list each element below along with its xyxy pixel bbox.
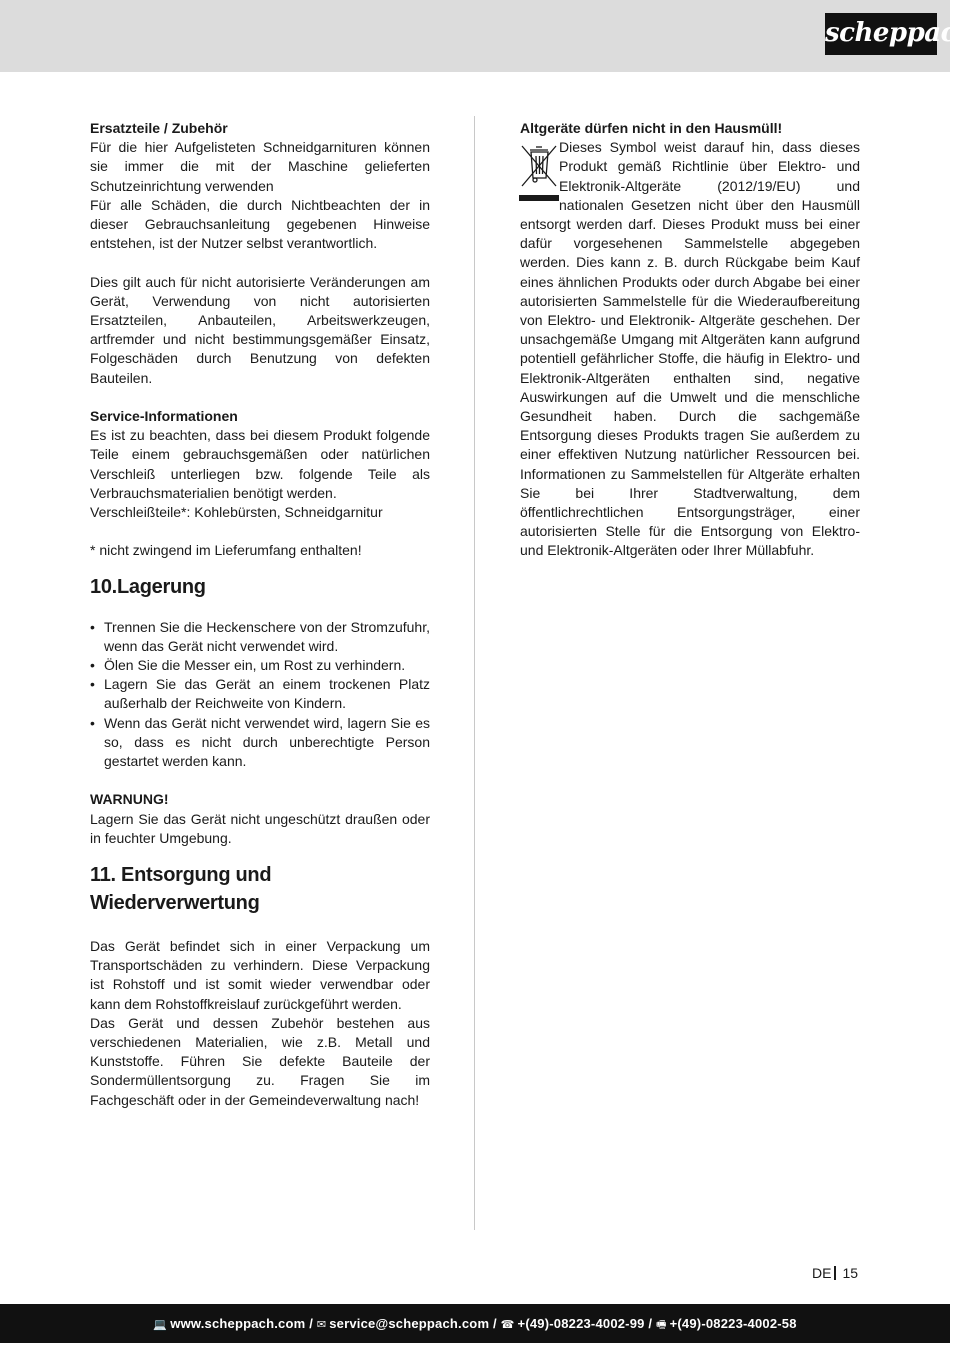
warning-text: Lagern Sie das Gerät nicht ungeschützt draußen oder in feuchter Umgebung. [90, 810, 430, 846]
fax-icon: 🖷 [656, 1319, 667, 1331]
crossed-out-wheelie-bin-icon [519, 140, 559, 204]
list-item: • Wenn das Gerät nicht verwendet wird, lagern Sie es so, dass es nicht durch unberechtigte Person gestartet werden kann. [90, 714, 430, 772]
spare-parts-heading: Ersatzteile / Zubehör [90, 120, 228, 136]
page-number-separator [834, 1266, 836, 1280]
disposal-section-title: 11. Entsorgung und Wiederverwertung [90, 864, 272, 915]
service-info-paragraph-1: Es ist zu beachten, dass bei diesem Produkt folgende Teile einem gebrauchsgemäßen oder natürlichen Verschleiß unterliegen bzw. folgende Teile als Verbrauchsmaterialien benötigt werden. [90, 427, 430, 501]
footer-email: service@scheppach.com [329, 1316, 490, 1331]
list-item: • Trennen Sie die Heckenschere von der Stromzufuhr, wenn das Gerät nicht verwendet wird. [90, 618, 430, 656]
footer-fax: +(49)-08223-4002-58 [669, 1316, 797, 1331]
weee-text: Dieses Symbol weist darauf hin, dass dieses Produkt gemäß Richtlinie über Elektro- und Elektronik-Altgeräte (2012/19/EU) und nationalen Gesetzen nicht über den Hausmüll entsorgt werden darf. Dieses Produkt muss bei einer dafür vorgesehenen Sammelstelle abgegeben werden. Dies kann z. B. durch Rückgabe beim Kauf eines ähnlichen Produkts oder durch Abgabe bei einer autorisierten Sammelstelle für die Wiederaufbereitung von Elektro- und Elektronik- Altgeräte geschehen. Der unsachgemäße Umgang mit Altgeräten kann aufgrund potentiell gefährlicher Stoffe, die häufig in Elektro- und Elektronik-Altgeräten enthalten sind, negative Auswirkungen auf die Umwelt und die menschliche Gesundheit haben. Durch die sachgemäße Entsorgung dieses Produkts tragen Sie außerdem zu einer effektiven Nutzung natürlicher Ressourcen bei. Informationen zu Sammelstellen für Altgeräte erhalten Sie bei Ihrer Stadtverwaltung, dem öffentlichrechtlichen Entsorgungsträger, einer autorisierten Stelle für die Entsorgung von Elektro- und Elektronik-Altgeräten oder Ihrer Müllabfuhr. [520, 139, 860, 559]
storage-list [90, 618, 430, 772]
right-column [520, 119, 860, 561]
page-language: DE [812, 1265, 832, 1281]
page-number-value: 15 [842, 1265, 859, 1281]
disposal-paragraph-1: Das Gerät befindet sich in einer Verpackung um Transportschäden zu verhindern. Diese Verpackung ist Rohstoff und ist somit wieder verwendbar oder kann dem Rohstoffkreislauf zurückgeführt werden. [90, 938, 430, 1012]
weee-heading: Altgeräte dürfen nicht in den Hausmüll! [520, 120, 783, 136]
column-divider [474, 116, 475, 1230]
service-info-paragraph-2: Verschleißteile*: Kohlebürsten, Schneidgarnitur [90, 504, 383, 521]
header-bar [0, 0, 974, 72]
service-info-note: * nicht zwingend im Lieferumfang enthalten! [90, 542, 362, 559]
phone-icon: ☎ [500, 1319, 515, 1331]
list-item: • Ölen Sie die Messer ein, um Rost zu verhindern. [90, 656, 430, 675]
storage-section-number: 10. [90, 575, 117, 598]
storage-section-title [90, 573, 430, 601]
storage-section-label: Lagerung [117, 575, 206, 598]
service-info-heading: Service-Informationen [90, 408, 238, 425]
list-item: • Lagern Sie das Gerät an einem trockenen Platz außerhalb der Reichweite von Kindern. [90, 675, 430, 713]
page-number [812, 1265, 858, 1281]
footer-website: www.scheppach.com [170, 1316, 306, 1331]
footer-bar: 💻 www.scheppach.com / ✉ service@scheppach.com / ☎ +(49)-08223-4002-99 / 🖷 +(49)-08223-4002-58 [0, 1304, 950, 1343]
disposal-paragraph-2: Das Gerät und dessen Zubehör bestehen aus verschiedenen Materialien, wie z.B. Metall und Kunststoffe. Führen Sie defekte Bauteile der Sondermüllentsorgung zu. Fragen Sie im Fachgeschäft oder in der Gemeindeverwaltung nach! [90, 1014, 430, 1108]
mail-icon: ✉ [316, 1319, 327, 1331]
spare-parts-paragraph-3: Dies gilt auch für nicht autorisierte Veränderungen am Gerät, Verwendung von nicht autorisierten Ersatzteilen, Anbauteilen, Arbeitswerkzeugen, artfremder und nicht bestimmungsgemäßer Einsatz, Folgeschäden durch Benutzung von defekten Bauteilen. [90, 273, 430, 386]
warning-heading: WARNUNG! [90, 791, 169, 808]
laptop-icon: 💻 [153, 1319, 168, 1331]
footer-phone: +(49)-08223-4002-99 [517, 1316, 645, 1331]
left-column [90, 119, 430, 1110]
spare-parts-paragraph-2: Für alle Schäden, die durch Nichtbeachten der in dieser Gebrauchsanleitung gegebenen Hinweise entstehen, ist der Nutzer selbst verantwortlich. [90, 196, 430, 252]
scheppach-logo: scheppach [825, 13, 937, 55]
spare-parts-paragraph-1: Für die hier Aufgelisteten Schneidgarnituren können sie immer die mit der Maschine gelieferten Schutzeinrichtung verwenden [90, 139, 430, 194]
